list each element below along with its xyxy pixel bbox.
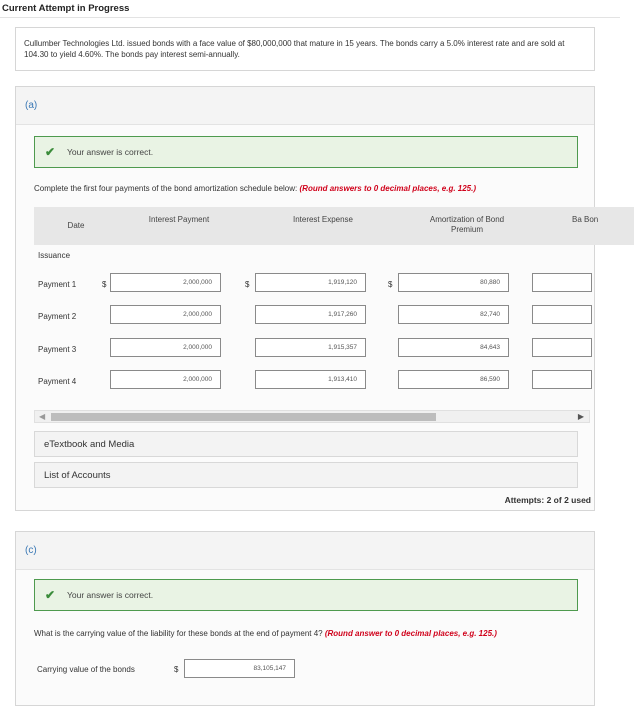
part-a-success-banner [34, 136, 578, 168]
header-date: Date [67, 221, 85, 230]
payment-4-interest-expense-input[interactable]: 1,913,410 [255, 370, 366, 389]
currency-symbol: $ [388, 280, 393, 289]
part-a-header [16, 87, 594, 125]
payment-3-amortization-input[interactable]: 84,643 [398, 338, 509, 357]
question-note: (Round answer to 0 decimal places, e.g. 125.) [324, 629, 497, 638]
payment-1-interest-payment-input[interactable]: 2,000,000 [110, 273, 221, 292]
checkmark-icon: ✔ [45, 145, 56, 159]
row-label-payment-1: Payment 1 [38, 280, 77, 289]
payment-2-interest-payment-input[interactable]: 2,000,000 [110, 305, 221, 324]
payment-3-bond-balance-input[interactable] [532, 338, 592, 357]
payment-4-interest-payment-input[interactable]: 2,000,000 [110, 370, 221, 389]
payment-2-interest-expense-input[interactable]: 1,917,260 [255, 305, 366, 324]
header-interest-expense: Interest Expense [292, 215, 354, 224]
currency-symbol: $ [245, 280, 250, 289]
payment-1-bond-balance-input[interactable] [532, 273, 592, 292]
payment-2-amortization-input[interactable]: 82,740 [398, 305, 509, 324]
part-a-instruction [34, 184, 476, 193]
part-a-letter: (a) [25, 100, 38, 111]
currency-symbol: $ [102, 280, 107, 289]
list-of-accounts-link[interactable] [34, 462, 578, 488]
table-header [34, 207, 634, 245]
row-label-payment-4: Payment 4 [38, 377, 77, 386]
list-of-accounts-label: List of Accounts [44, 470, 111, 481]
part-c-success-banner [34, 579, 578, 611]
currency-symbol: $ [174, 665, 179, 674]
row-label-payment-2: Payment 2 [38, 312, 77, 321]
attempt-title: Current Attempt in Progress [2, 3, 130, 14]
part-a-panel [15, 86, 599, 511]
amortization-table [34, 207, 599, 409]
instruction-note: (Round answers to 0 decimal places, e.g. 125.) [299, 184, 477, 193]
part-c-panel [15, 531, 595, 706]
payment-1-interest-expense-input[interactable]: 1,919,120 [255, 273, 366, 292]
header-bond-balance: Ba Bon [572, 215, 599, 224]
instruction-text: Complete the first four payments of the bond amortization schedule below: [34, 184, 298, 193]
carrying-value-label: Carrying value of the bonds [37, 665, 135, 674]
scroll-right-icon[interactable]: ▶ [577, 412, 584, 421]
scroll-left-icon[interactable]: ◀ [39, 412, 46, 421]
problem-text: Cullumber Technologies Ltd. issued bonds with a face value of $80,000,000 that mature in 15 years. The bonds carry a 5.0% interest rate and are sold at 104.30 to yield 4.60%. The bonds pay interest semi-annually. [24, 39, 565, 59]
payment-2-bond-balance-input[interactable] [532, 305, 592, 324]
header-interest-payment: Interest Payment [148, 215, 210, 224]
etextbook-label: eTextbook and Media [44, 439, 135, 450]
payment-3-interest-expense-input[interactable]: 1,915,357 [255, 338, 366, 357]
payment-1-amortization-input[interactable]: 80,880 [398, 273, 509, 292]
payment-3-interest-payment-input[interactable]: 2,000,000 [110, 338, 221, 357]
part-c-header [16, 532, 594, 570]
row-label-issuance: Issuance [38, 251, 71, 260]
row-label-payment-3: Payment 3 [38, 345, 77, 354]
payment-4-amortization-input[interactable]: 86,590 [398, 370, 509, 389]
scrollbar-thumb[interactable] [51, 413, 436, 421]
table-horizontal-scrollbar[interactable] [34, 410, 590, 423]
question-text: What is the carrying value of the liability for these bonds at the end of payment 4? [34, 629, 323, 638]
attempt-header [0, 0, 620, 18]
problem-statement [15, 27, 595, 71]
checkmark-icon: ✔ [45, 588, 56, 602]
part-c-letter: (c) [25, 545, 37, 556]
attempts-counter: Attempts: 2 of 2 used [504, 495, 591, 505]
part-c-question [34, 629, 497, 638]
part-c-status: Your answer is correct. [67, 590, 154, 600]
header-amortization: Amortization of Bond Premium [429, 215, 505, 234]
part-a-status: Your answer is correct. [67, 147, 154, 157]
carrying-value-input[interactable]: 83,105,147 [184, 659, 295, 678]
payment-4-bond-balance-input[interactable] [532, 370, 592, 389]
etextbook-link[interactable] [34, 431, 578, 457]
